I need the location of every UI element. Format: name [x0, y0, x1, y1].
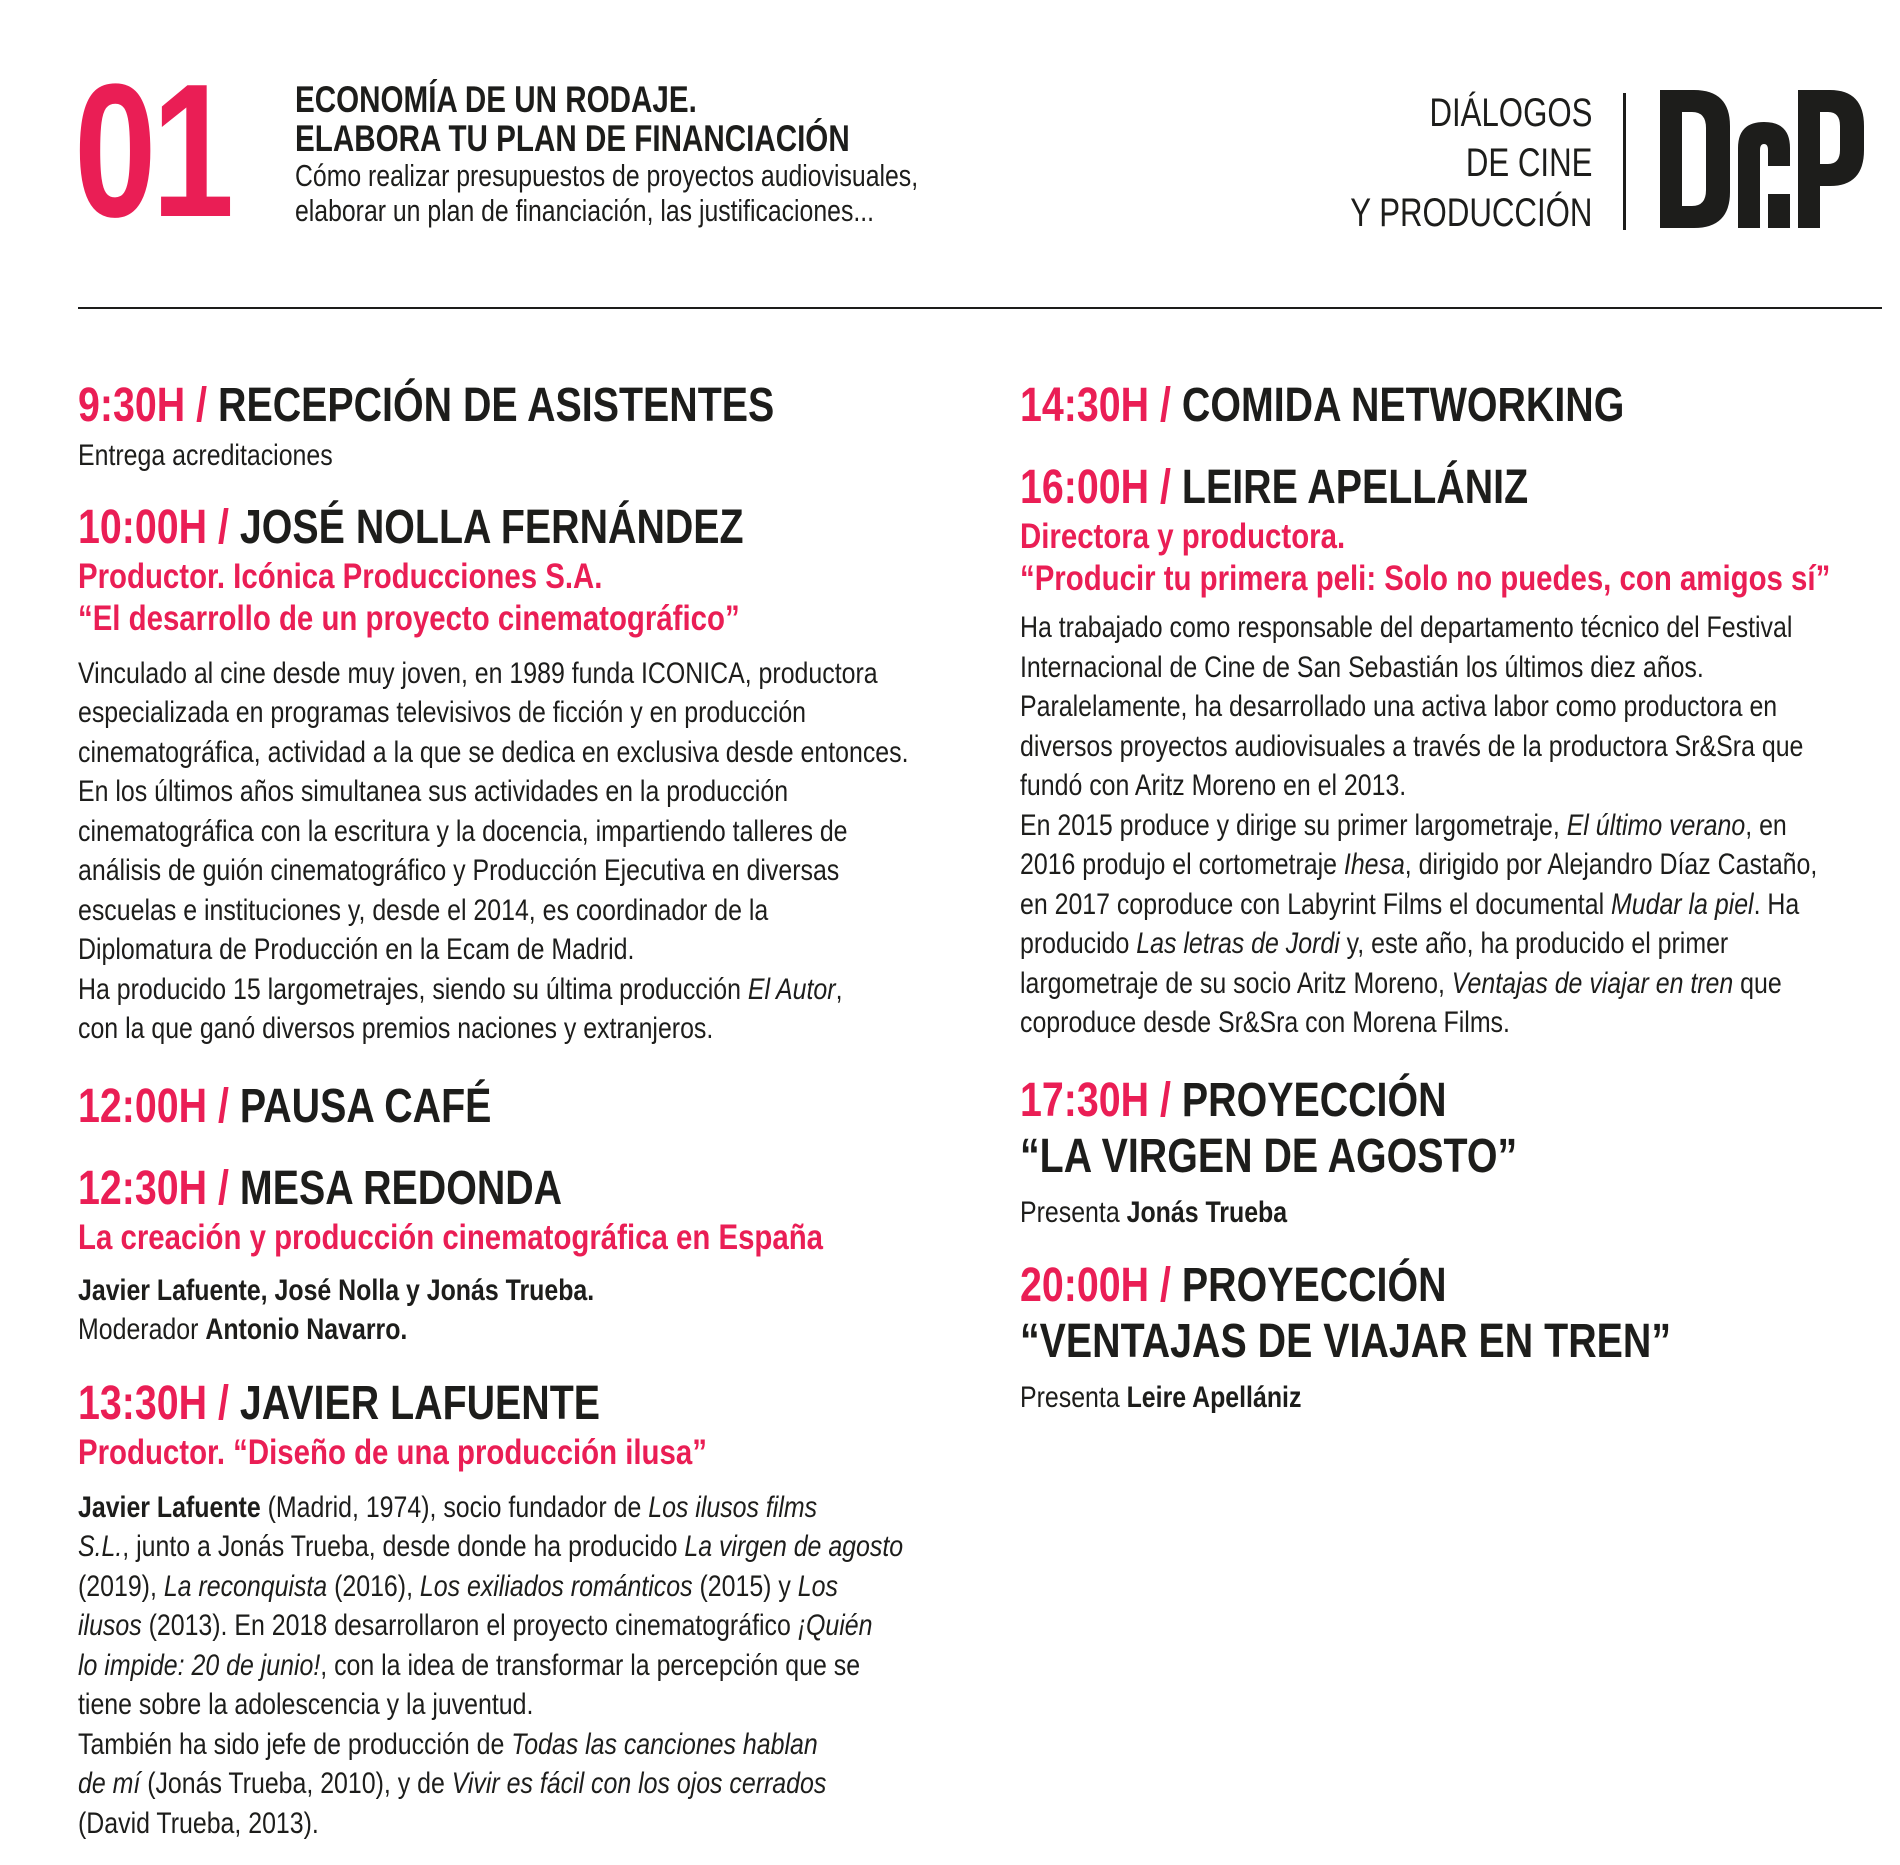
agenda-heading	[1020, 1073, 1742, 1129]
agenda-item-screening-ventajas	[1020, 1258, 1900, 1418]
bio-line: Vinculado al cine desde muy joven, en 1989 funda ICONICA, productora	[78, 656, 878, 690]
bio-text: En 2015 produce y dirige su primer largometraje,	[1020, 808, 1567, 842]
agenda-description: Entrega acreditaciones	[78, 439, 333, 472]
presenter	[1020, 1193, 1750, 1233]
film-title: Vivir es fácil con los ojos cerrados	[451, 1767, 827, 1800]
film-title: El último verano	[1566, 808, 1746, 842]
agenda-item-screening-virgen	[1020, 1073, 1900, 1233]
film-title: Mudar la piel	[1611, 887, 1754, 921]
bio-text: (2015) y	[692, 1569, 798, 1603]
agenda-item-nolla	[78, 500, 978, 1049]
bio-line	[78, 1606, 873, 1646]
bio-line	[1020, 806, 1787, 846]
company-name: S.L.	[78, 1530, 123, 1563]
film-title: La reconquista	[163, 1569, 328, 1603]
speaker-name: Javier Lafuente	[78, 1490, 261, 1524]
agenda-title: MESA REDONDA	[239, 1161, 563, 1215]
bio-text: 2016 produjo el cortometraje	[1020, 848, 1344, 881]
bio-line	[78, 970, 843, 1010]
session-subtitle-line1: Cómo realizar presupuestos de proyectos audiovisuales,	[295, 158, 919, 193]
film-title: Todas las canciones hablan	[511, 1727, 818, 1761]
bio-text: producido	[1020, 927, 1137, 960]
speaker-role: Directora y productora.	[1020, 517, 1346, 556]
agenda-heading	[78, 1079, 816, 1135]
project-title: ¡Quién	[797, 1609, 873, 1642]
agenda-item-round-table	[78, 1161, 978, 1350]
bio-line: Diplomatura de Producción en la Ecam de Madrid.	[78, 933, 635, 966]
film-title: Los	[797, 1569, 838, 1603]
speaker-role: Productor. Icónica Producciones S.A.	[78, 556, 603, 596]
presenter-label: Presenta	[1020, 1381, 1127, 1414]
panelists: Javier Lafuente, José Nolla y Jonás Trueba.	[78, 1273, 595, 1307]
brand-text	[1350, 88, 1592, 238]
bio-text: , junto a Jonás Trueba, desde donde ha producido	[122, 1530, 685, 1563]
project-title: lo impide: 20 de junio!	[78, 1648, 321, 1682]
dcp-logo-icon	[1660, 86, 1866, 232]
agenda-title: COMIDA NETWORKING	[1181, 379, 1625, 432]
agenda-item-coffee-break	[78, 1079, 978, 1135]
speaker-bio	[78, 654, 978, 1049]
film-title: Ihesa	[1343, 848, 1405, 881]
bio-line: diversos proyectos audiovisuales a través de la productora Sr&Sra que	[1020, 729, 1804, 763]
bio-line: escuelas e instituciones y, desde el 2014, es coordinador de la	[78, 893, 769, 927]
bio-line: especializada en programas televisivos de ficción y en producción	[78, 696, 807, 729]
agenda-heading	[1020, 378, 1742, 434]
bio-text: (2013). En 2018 desarrollaron el proyecto cinematográfico	[141, 1609, 798, 1642]
film-title: Los exiliados románticos	[419, 1569, 693, 1603]
bio-line: En los últimos años simultanea sus actividades en la producción	[78, 775, 789, 808]
session-subtitle-line2: elaborar un plan de financiación, las justificaciones...	[295, 193, 875, 228]
agenda-item-lafuente	[78, 1376, 978, 1844]
agenda-title: PROYECCIÓN	[1181, 1073, 1447, 1127]
bio-line	[78, 1764, 825, 1804]
agenda-time: 14:30H /	[1020, 379, 1171, 432]
agenda-heading	[78, 378, 816, 434]
header-divider	[78, 307, 1882, 309]
session-title-line2: ELABORA TU PLAN DE FINANCIACIÓN	[295, 118, 850, 159]
agenda-heading	[1020, 460, 1742, 516]
agenda-time: 17:30H /	[1020, 1073, 1171, 1127]
bio-line	[78, 1488, 825, 1528]
presenter	[1020, 1378, 1750, 1418]
agenda-time: 9:30H /	[78, 379, 208, 432]
session-title-line1: ECONOMÍA DE UN RODAJE.	[295, 79, 697, 120]
agenda-title: JAVIER LAFUENTE	[239, 1376, 601, 1430]
agenda-title: JOSÉ NOLLA FERNÁNDEZ	[239, 500, 744, 554]
film-title: de mí	[78, 1767, 141, 1800]
moderator-name: Antonio Navarro.	[205, 1313, 408, 1346]
bio-text: (2016),	[327, 1569, 420, 1603]
bio-line: análisis de guión cinematográfico y Producción Ejecutiva en diversas	[78, 854, 840, 887]
speaker-bio	[78, 1488, 978, 1844]
bio-line	[78, 1646, 861, 1686]
bio-text: ,	[835, 972, 843, 1006]
bio-text: en 2017 coproduce con Labyrint Films el documental	[1020, 887, 1612, 921]
brand-line2: DE CINE	[1465, 141, 1592, 185]
bio-line	[78, 1725, 825, 1765]
agenda-time: 16:00H /	[1020, 461, 1171, 514]
schedule-left-column	[78, 378, 978, 1843]
agenda-item-networking-lunch	[1020, 378, 1900, 434]
agenda-title: PAUSA CAFÉ	[239, 1079, 492, 1133]
bio-text: que	[1733, 966, 1782, 1000]
bio-text: , en	[1745, 808, 1787, 842]
film-title: Las letras de Jordi	[1136, 927, 1340, 960]
agenda-heading	[78, 500, 816, 556]
moderator	[78, 1310, 825, 1350]
agenda-time: 20:00H /	[1020, 1259, 1171, 1312]
bio-line: Paralelamente, ha desarrollado una activa labor como productora en	[1020, 690, 1778, 723]
round-table-topic: La creación y producción cinematográfica en España	[78, 1217, 824, 1257]
screening-title: “LA VIRGEN DE AGOSTO”	[1020, 1129, 1518, 1183]
agenda-heading	[78, 1376, 816, 1432]
agenda-time: 12:30H /	[78, 1161, 229, 1215]
bio-line	[1020, 845, 1818, 885]
bio-text: . Ha	[1753, 887, 1800, 921]
presenter-name: Jonás Trueba	[1126, 1195, 1288, 1229]
bio-line: Ha trabajado como responsable del departamento técnico del Festival	[1020, 611, 1793, 644]
agenda-title: LEIRE APELLÁNIZ	[1181, 461, 1529, 514]
agenda-time: 10:00H /	[78, 500, 229, 554]
agenda-heading	[78, 1161, 816, 1217]
bio-text: Ha producido 15 largometrajes, siendo su última producción	[78, 972, 748, 1006]
bio-line	[78, 1527, 904, 1567]
brand-divider	[1623, 93, 1626, 230]
bio-text: , con la idea de transformar la percepción que se	[320, 1648, 861, 1682]
schedule-right-column	[1020, 378, 1900, 1418]
agenda-title: RECEPCIÓN DE ASISTENTES	[218, 379, 775, 432]
agenda-heading	[1020, 1258, 1742, 1314]
bio-line	[1020, 924, 1750, 964]
bio-line	[1020, 964, 1782, 1004]
agenda-item-reception	[78, 378, 978, 476]
bio-text: También ha sido jefe de producción de	[78, 1727, 512, 1761]
talk-title: “El desarrollo de un proyecto cinematográfico”	[78, 598, 740, 638]
talk-title: “Producir tu primera peli: Solo no puedes, con amigos sí”	[1020, 559, 1831, 598]
bio-line: con la que ganó diversos premios naciones y extranjeros.	[78, 1012, 714, 1045]
bio-line: tiene sobre la adolescencia y la juventud.	[78, 1688, 534, 1721]
bio-text: , dirigido por Alejandro Díaz Castaño,	[1404, 848, 1818, 881]
talk-title: Productor. “Diseño de una producción ilusa”	[78, 1432, 707, 1472]
bio-line: (David Trueba, 2013).	[78, 1806, 319, 1840]
presenter-label: Presenta	[1020, 1195, 1127, 1229]
agenda-time: 12:00H /	[78, 1079, 229, 1133]
bio-text: (Madrid, 1974), socio fundador de	[260, 1490, 649, 1524]
film-title: Ventajas de viajar en tren	[1451, 966, 1734, 1000]
agenda-time: 13:30H /	[78, 1376, 229, 1430]
session-header	[295, 80, 1115, 228]
moderator-label: Moderador	[78, 1313, 206, 1346]
bio-line	[78, 1567, 838, 1607]
bio-line: coproduce desde Sr&Sra con Morena Films.	[1020, 1006, 1510, 1039]
brand-line1: DIÁLOGOS	[1429, 91, 1592, 135]
bio-line: Internacional de Cine de San Sebastián los últimos diez años.	[1020, 650, 1704, 684]
film-title: ilusos	[78, 1609, 142, 1642]
bio-line: fundó con Aritz Moreno en el 2013.	[1020, 769, 1407, 802]
bio-text: largometraje de su socio Aritz Moreno,	[1020, 966, 1452, 1000]
company-name: Los ilusos films	[648, 1490, 818, 1524]
presenter-name: Leire Apellániz	[1126, 1381, 1302, 1414]
bio-line: cinematográfica, actividad a la que se dedica en exclusiva desde entonces.	[78, 735, 909, 769]
film-title: La virgen de agosto	[684, 1530, 904, 1563]
screening-title: “VENTAJAS DE VIAJAR EN TREN”	[1020, 1315, 1672, 1368]
bio-text: y, este año, ha producido el primer	[1339, 927, 1729, 960]
bio-text: (Jonás Trueba, 2010), y de	[140, 1767, 452, 1800]
bio-text: (2019),	[78, 1569, 164, 1603]
bio-line: cinematográfica con la escritura y la docencia, impartiendo talleres de	[78, 814, 848, 848]
agenda-item-apellaniz	[1020, 460, 1900, 1043]
bio-line	[1020, 885, 1800, 925]
agenda-title: PROYECCIÓN	[1181, 1259, 1447, 1312]
speaker-bio	[1020, 608, 1900, 1043]
session-number: 01	[74, 45, 230, 257]
brand-line3: Y PRODUCCIÓN	[1349, 191, 1592, 235]
film-title: El Autor	[747, 972, 836, 1006]
